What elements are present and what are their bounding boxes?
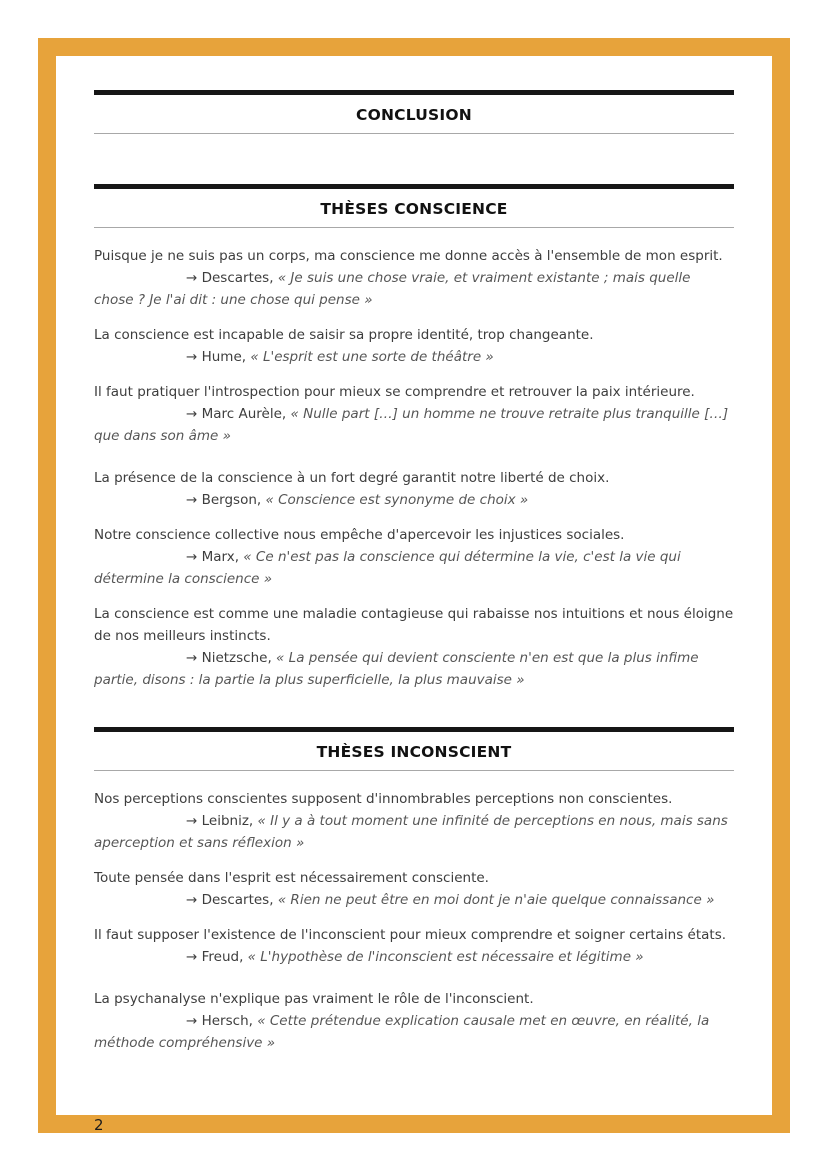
page-title: CONCLUSION bbox=[356, 106, 472, 124]
thesis-reference bbox=[94, 267, 734, 311]
reference-quote: « Rien ne peut être en moi dont je n'aie quelque connaissance » bbox=[277, 892, 715, 908]
thesis-item bbox=[94, 381, 734, 447]
document-page bbox=[56, 56, 772, 1134]
reference-arrow-author: → Freud, bbox=[186, 949, 248, 965]
reference-arrow-author: → Hume, bbox=[186, 349, 251, 365]
reference-arrow-author: → Hersch, bbox=[186, 1013, 258, 1029]
thesis-statement: Notre conscience collective nous empêche d'apercevoir les injustices sociales. bbox=[94, 527, 625, 543]
thesis-reference bbox=[94, 946, 734, 968]
thin-rule bbox=[94, 770, 734, 771]
thesis-item bbox=[94, 524, 734, 590]
thesis-statement: Toute pensée dans l'esprit est nécessairement consciente. bbox=[94, 870, 489, 886]
thesis-reference bbox=[94, 810, 734, 854]
reference-quote: « L'esprit est une sorte de théâtre » bbox=[250, 349, 494, 365]
thesis-statement: La présence de la conscience à un fort degré garantit notre liberté de choix. bbox=[94, 470, 610, 486]
thesis-section bbox=[94, 727, 734, 1054]
reference-arrow-author: → Marx, bbox=[186, 549, 244, 565]
thesis-statement: La conscience est comme une maladie contagieuse qui rabaisse nos intuitions et nous éloigne de nos meilleurs instincts. bbox=[94, 606, 734, 644]
thesis-reference bbox=[94, 889, 734, 911]
thesis-list bbox=[94, 245, 734, 691]
page-border-frame bbox=[38, 38, 790, 1133]
reference-quote: « Je suis une chose vraie, et vraiment existante ; mais quelle chose ? Je l'ai dit : une chose qui pense » bbox=[94, 270, 691, 308]
reference-quote: « Ce n'est pas la conscience qui détermine la vie, c'est la vie qui détermine la conscience » bbox=[94, 549, 681, 587]
reference-quote: « Il y a à tout moment une infinité de perceptions en nous, mais sans aperception et sans réflexion » bbox=[94, 813, 728, 851]
thesis-section bbox=[94, 184, 734, 691]
reference-arrow-author: → Bergson, bbox=[186, 492, 266, 508]
thesis-reference bbox=[94, 1010, 734, 1054]
reference-quote: « Nulle part […] un homme ne trouve retraite plus tranquille […] que dans son âme » bbox=[94, 406, 729, 444]
thesis-item bbox=[94, 788, 734, 854]
section-heading-block bbox=[94, 727, 734, 771]
reference-arrow-author: → Leibniz, bbox=[186, 813, 258, 829]
reference-arrow-author: → Nietzsche, bbox=[186, 650, 277, 666]
thesis-statement: Nos perceptions conscientes supposent d'innombrables perceptions non conscientes. bbox=[94, 791, 673, 807]
thesis-item bbox=[94, 988, 734, 1054]
reference-quote: « Cette prétendue explication causale met en œuvre, en réalité, la méthode compréhensive » bbox=[94, 1013, 710, 1051]
thesis-reference bbox=[94, 346, 734, 368]
thesis-statement: Il faut supposer l'existence de l'inconscient pour mieux comprendre et soigner certains états. bbox=[94, 927, 727, 943]
reference-arrow-author: → Marc Aurèle, bbox=[186, 406, 291, 422]
section-title: THÈSES CONSCIENCE bbox=[320, 200, 508, 218]
thesis-item bbox=[94, 245, 734, 311]
reference-arrow-author: → Descartes, bbox=[186, 270, 278, 286]
thesis-statement: Puisque je ne suis pas un corps, ma conscience me donne accès à l'ensemble de mon esprit. bbox=[94, 248, 723, 264]
thesis-item bbox=[94, 467, 734, 511]
thesis-item bbox=[94, 924, 734, 968]
reference-quote: « Conscience est synonyme de choix » bbox=[265, 492, 529, 508]
thesis-statement: La psychanalyse n'explique pas vraiment le rôle de l'inconscient. bbox=[94, 991, 534, 1007]
thick-rule bbox=[94, 90, 734, 95]
thin-rule bbox=[94, 133, 734, 134]
thesis-reference bbox=[94, 489, 734, 511]
conclusion-heading-block bbox=[94, 90, 734, 134]
section-heading-block bbox=[94, 184, 734, 228]
thesis-statement: La conscience est incapable de saisir sa propre identité, trop changeante. bbox=[94, 327, 594, 343]
page-number: 2 bbox=[94, 1116, 104, 1134]
reference-quote: « L'hypothèse de l'inconscient est nécessaire et légitime » bbox=[247, 949, 644, 965]
thesis-reference bbox=[94, 647, 734, 691]
thick-rule bbox=[94, 727, 734, 732]
thin-rule bbox=[94, 227, 734, 228]
thick-rule bbox=[94, 184, 734, 189]
thesis-list bbox=[94, 788, 734, 1054]
reference-arrow-author: → Descartes, bbox=[186, 892, 278, 908]
thesis-item bbox=[94, 867, 734, 911]
section-title: THÈSES INCONSCIENT bbox=[316, 743, 512, 761]
sections-container bbox=[94, 184, 734, 1054]
thesis-statement: Il faut pratiquer l'introspection pour mieux se comprendre et retrouver la paix intérieure. bbox=[94, 384, 695, 400]
thesis-reference bbox=[94, 403, 734, 447]
thesis-item bbox=[94, 324, 734, 368]
thesis-reference bbox=[94, 546, 734, 590]
thesis-item bbox=[94, 603, 734, 691]
reference-quote: « La pensée qui devient consciente n'en est que la plus infime partie, disons : la partie la plus superficielle, la plus mauvaise » bbox=[94, 650, 699, 688]
